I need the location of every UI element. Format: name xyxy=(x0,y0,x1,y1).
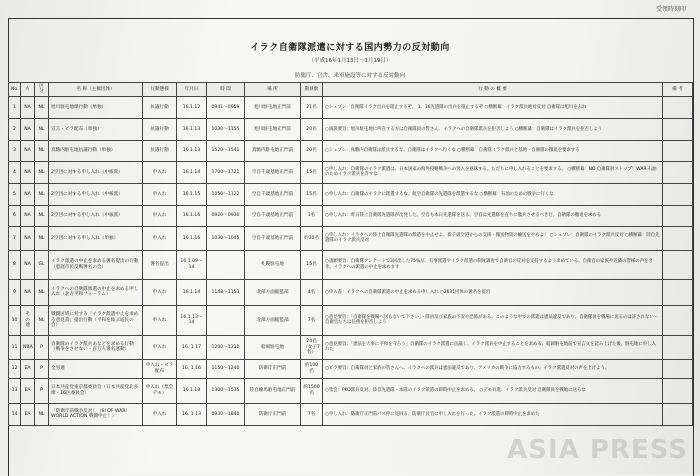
cell-direction: NBA xyxy=(21,335,35,359)
cell-no: 12 xyxy=(9,359,21,378)
cell-direction: EA xyxy=(21,403,35,425)
cell-no: 9 xyxy=(9,279,21,305)
cell-category: NL xyxy=(35,205,49,226)
cell-place: 空自千歳基地正門前 xyxy=(245,205,301,226)
cell-mode: 抗議行動 xyxy=(143,118,177,140)
cell-remarks xyxy=(663,183,693,205)
col-header-time: 時 間 xyxy=(207,83,245,97)
cell-direction: NA xyxy=(21,226,35,250)
cell-remarks xyxy=(663,118,693,140)
cell-date: 16.1.12 xyxy=(177,96,207,118)
cell-count: 15名 xyxy=(301,183,323,205)
cell-date: 16.1.18 xyxy=(177,378,207,403)
cell-date: 16.1.16 xyxy=(177,205,207,226)
table-row xyxy=(9,226,693,250)
cell-category: NL xyxy=(35,183,49,205)
cell-summary: ○集会：PKO派兵反対、陸自先遣隊・本隊のイラク派遣の即時中止を求める。 ○デモ行進：イラク派兵反対 自衛隊員を戦地に送るな xyxy=(323,378,663,403)
cell-summary: ○申し入れ：自衛隊のイラクに派遣するな。航空自衛隊の先遣隊を派遣するな ○横断幕：石油のための戦争に行くな xyxy=(323,183,663,205)
cell-mode: 申入れ xyxy=(143,161,177,183)
table-row xyxy=(9,250,693,279)
cell-name: 全労連 xyxy=(49,359,143,378)
cell-place: 防衛庁正門前 xyxy=(245,359,301,378)
cell-remarks xyxy=(663,335,693,359)
cell-time: 1030～1155 xyxy=(207,118,245,140)
table-row xyxy=(9,305,693,335)
cell-no: 13 xyxy=(9,378,21,403)
cell-no: 11 xyxy=(9,335,21,359)
cell-name: 自衛隊のイラク派兵あなどを求める行動（戦争をさせない・百万人署名運動） xyxy=(49,335,143,359)
table-row xyxy=(9,378,693,403)
cell-direction: NA xyxy=(21,205,35,226)
cell-time: 1150～1240 xyxy=(207,359,245,378)
cell-count: 24名（女子7名） xyxy=(301,335,323,359)
col-header-date: 年月日 xyxy=(177,83,207,97)
cell-name: 2空団に対する申し入れ（中核派） xyxy=(49,161,143,183)
cell-date: 16.1.09～14 xyxy=(177,250,207,279)
cell-direction: NA xyxy=(21,183,35,205)
col-header-remarks: 備 考 xyxy=(663,83,693,97)
cell-name: 2空団に対する申し入れ（中核派） xyxy=(49,205,143,226)
cell-summary: ○ビラ要旨：自衛隊員と家族の皆さんへ。イラクへの派兵は憲法違反であり、アメリカの戦争に協力するもの。イラク派遣反対の声を上げよう。 xyxy=(323,359,663,378)
table-row xyxy=(9,205,693,226)
watermark: ASIA PRESS xyxy=(507,435,688,465)
cell-count: 20名 xyxy=(301,140,323,161)
cell-no: 4 xyxy=(9,161,21,183)
table-row xyxy=(9,118,693,140)
col-header-summary: 行 動 の 概 要 xyxy=(323,83,663,97)
table-row xyxy=(9,279,693,305)
cell-category: NL xyxy=(35,226,49,250)
cell-direction: NA xyxy=(21,140,35,161)
cell-name: 宣言・ビラ配布（単独） xyxy=(49,118,143,140)
cell-category: P xyxy=(35,335,49,359)
cell-name: 2空団に対する申し入れ（中核派） xyxy=(49,183,143,205)
cell-summary: ○請願要旨：自衛隊アンケートで3回出した75%が、有事派遣やイラク派遣の制度調査で自衛官の反対を支持するよう求めている。自衛官の家族や近隣の皆様の声をきき、イラクへの派遣の中止を求めます xyxy=(323,250,663,279)
cell-no: 2 xyxy=(9,118,21,140)
cell-category: NL xyxy=(35,118,49,140)
cell-mode: 抗議行動 xyxy=(143,96,177,118)
cell-summary: ○意見要旨：「憲法を大事に平和を守ろう」自衛隊のイラク派遣に抗議し、イラク派兵を中止することを求める。船岡駐屯地前で宣言文を読み上げた後、駐屯地に申し入れた xyxy=(323,335,663,359)
cell-mode: 申入れ xyxy=(143,205,177,226)
col-header-mode: 行動態様 xyxy=(143,83,177,97)
cell-mode: 申入れ xyxy=(143,183,177,205)
cell-summary: ○申し入れ：イラクへの陸上自衛隊先遣隊の派遣を中止せよ。新千歳空港からの支援・搬送物資の輸送をやめよ！ ○シュプレ：自衛隊のイラク派兵反対 ○横断幕：陸自先遣隊のイラク派兵反対 xyxy=(323,226,663,250)
cell-remarks xyxy=(663,378,693,403)
cell-mode: 申入れ（集会デモ） xyxy=(143,378,177,403)
cell-category: P xyxy=(35,359,49,378)
cell-place: 船岡駐屯地 xyxy=(245,335,301,359)
cell-summary: ○演説要旨：旭川駐屯地に所在する方は自衛隊員の皆さん、イラクへの自衛隊派兵を拒否しよう ○横断幕：自衛隊はイラク派兵を拒否しよう xyxy=(323,118,663,140)
cell-count: 4名 xyxy=(301,279,323,305)
cell-summary: ○シュプレ：真駒内自衛隊は派兵するな。自衛隊はイラクへ行くな ○横断幕：自衛隊イラク派兵と基地・自衛隊の撤退を要求する xyxy=(323,140,663,161)
cell-count: 約20名 xyxy=(301,226,323,250)
col-header-count: 動員数 xyxy=(301,83,323,97)
cell-count: 約100名 xyxy=(301,359,323,378)
cell-place: 陸自練馬駐屯地正門前 xyxy=(245,378,301,403)
section-note: 防衛庁、官舎、米軍施設等に対する反対動向 xyxy=(294,73,405,79)
cell-date: 16.1.14 xyxy=(177,161,207,183)
date-range: （平成16年1月13日～1月19日） xyxy=(308,58,392,64)
cell-remarks xyxy=(663,161,693,183)
cell-time: 1050～1122 xyxy=(207,183,245,205)
cell-place: 札幌駐屯地 xyxy=(245,250,301,279)
cell-category: NL xyxy=(35,140,49,161)
cell-no: 14 xyxy=(9,403,21,425)
cell-category: NL xyxy=(35,161,49,183)
col-header-direction: 方 xyxy=(21,83,35,97)
cell-place: 空自千歳基地正門前 xyxy=(245,183,301,205)
cell-direction: NA xyxy=(21,279,35,305)
cell-date: 16.1.16 xyxy=(177,226,207,250)
cell-mode: 申入れ xyxy=(143,335,177,359)
activity-table xyxy=(8,82,693,426)
cell-remarks xyxy=(663,250,693,279)
cell-summary: ○意見要旨：「自衛隊を戦場へ送らないで下さい」・隊員及び家族の不安や恐怖がある。このような中での派遣は憲法違反であり、自衛隊員を戦場に送るのは許されない・自衛官たちは任務を拒否しよう xyxy=(323,305,663,335)
cell-name: 旭川駐屯地爆行動（単独） xyxy=(49,96,143,118)
cell-name: 戦闘区域に対する「イラク派遣中止を求める意見書」提出行動（平和を結ぶ道民の会） xyxy=(49,305,143,335)
cell-name: イラク派遣の中止を求める署名提出の行動（恵庭市民反戦署名の会） xyxy=(49,250,143,279)
cell-category: NL xyxy=(35,403,49,425)
table-row xyxy=(9,96,693,118)
cell-summary: ○申入書：イラクへの自衛隊派遣の中止を求める申し入れ ○2631団体の署名を提出 xyxy=(323,279,663,305)
cell-count: 15名 xyxy=(301,161,323,183)
cell-name: 真駒内駐屯地抗議行動（単独） xyxy=(49,140,143,161)
cell-summary: ○申し入れ：自衛隊のイラク派遣は、日本国家の海外侵略戦争への突入を意味する。ただちに申し入れることを要求する。 ○横断幕：NO 自衛隊員ストップ！WAR 石油のためイラク派兵を許すな xyxy=(323,161,663,183)
cell-category: NL xyxy=(35,96,49,118)
cell-category: P xyxy=(35,378,49,403)
cell-name: 「防衛庁前戦争反対！（SI OF WAR！WORLD ACTION 戦闘中止！） xyxy=(49,403,143,425)
table-row xyxy=(9,335,693,359)
receipt-stamp: 受領時刻印 xyxy=(655,6,686,13)
cell-time: 1700～1721 xyxy=(207,161,245,183)
cell-category: NL xyxy=(35,279,49,305)
cell-name: 2空団に対する申し入れ（単独） xyxy=(49,226,143,250)
table-row xyxy=(9,183,693,205)
cell-remarks xyxy=(663,403,693,425)
cell-mode: 署名提出 xyxy=(143,250,177,279)
cell-count: 7名 xyxy=(301,305,323,335)
cell-direction: その他 xyxy=(21,305,35,335)
cell-direction: EA xyxy=(21,378,35,403)
cell-place: 真駒内駐屯地正門前 xyxy=(245,140,301,161)
cell-no: 1 xyxy=(9,96,21,118)
cell-date: 16. 1.17 xyxy=(177,335,207,359)
cell-date: 16.1.13 xyxy=(177,140,207,161)
cell-mode: 申入れ・ビラ配布 xyxy=(143,359,177,378)
cell-no: 8 xyxy=(9,250,21,279)
cell-count: 3名 xyxy=(301,205,323,226)
cell-mode: 申入れ xyxy=(143,226,177,250)
cell-time: 0941～0959 xyxy=(207,96,245,118)
cell-remarks xyxy=(663,279,693,305)
cell-date: 16. 1.13 xyxy=(177,403,207,425)
cell-mode: 申入れ xyxy=(143,403,177,425)
cell-count: 20名 xyxy=(301,118,323,140)
cell-direction: NA xyxy=(21,118,35,140)
cell-time: 1200～1210 xyxy=(207,335,245,359)
cell-direction: NA xyxy=(21,96,35,118)
cell-time: 0930～1840 xyxy=(207,403,245,425)
cell-no: 5 xyxy=(9,183,21,205)
cell-place: 北部方面総監部 xyxy=(245,305,301,335)
cell-remarks xyxy=(663,226,693,250)
cell-name: イラクへの自衛隊派遣の中止を求める申し入れ（北方平和フォーラム） xyxy=(49,279,143,305)
col-header-name: 名 称（主催団体） xyxy=(49,83,143,97)
table-row xyxy=(9,140,693,161)
cell-date: 16.1.14 xyxy=(177,279,207,305)
cell-time: 1520～1541 xyxy=(207,140,245,161)
cell-remarks xyxy=(663,359,693,378)
cell-date: 16.1.15 xyxy=(177,183,207,205)
cell-category: NL xyxy=(35,305,49,335)
col-header-no: No. xyxy=(9,83,21,97)
cell-count: 約1500名 xyxy=(301,378,323,403)
cell-time: 0920～0930 xyxy=(207,205,245,226)
cell-time xyxy=(207,305,245,335)
cell-summary: ○申し入れ：昨日陸上自衛隊先遣隊が出発した。空自も本日先遣隊を送る。空自は先遣隊を直ちに撤兵させるべきだ。自衛隊の撤退を求める xyxy=(323,205,663,226)
cell-time: 1300～1535 xyxy=(207,378,245,403)
cell-direction: NA xyxy=(21,250,35,279)
cell-date: 16. 1.16 xyxy=(177,359,207,378)
cell-direction: NA xyxy=(21,161,35,183)
cell-summary: ○申し入れ：防衛庁正門前バス停に見回る、防衛庁長官に申し入れを行った。イラク派遣の即時中止を求めた xyxy=(323,403,663,425)
cell-direction: EA xyxy=(21,359,35,378)
cell-no: 3 xyxy=(9,140,21,161)
cell-no: 7 xyxy=(9,226,21,250)
cell-place: 空自千歳基地正門前 xyxy=(245,226,301,250)
cell-summary: ○シュプレ：自衛隊イラク出兵を阻止するぞ。 1．16先遣隊の出兵を阻止するぞ ○横断幕：イラク派兵絶対反対 自衛隊は旭川を去れ xyxy=(323,96,663,118)
table-row xyxy=(9,359,693,378)
cell-place: 旭川駐屯地正門前 xyxy=(245,118,301,140)
cell-place: 北部方面総監部 xyxy=(245,279,301,305)
col-header-place: 場 所 xyxy=(245,83,301,97)
cell-name: 日本共産党東京都委員会（日本共産党北多摩・16区委員会） xyxy=(49,378,143,403)
cell-mode: 申入れ xyxy=(143,279,177,305)
cell-mode: 抗議行動 xyxy=(143,140,177,161)
table-row xyxy=(9,161,693,183)
cell-date: 16.1.13～14 xyxy=(177,305,207,335)
col-header-category: 区分 xyxy=(35,83,49,97)
cell-no: 10 xyxy=(9,305,21,335)
cell-category: GL xyxy=(35,250,49,279)
cell-time: 1148～1153 xyxy=(207,279,245,305)
cell-time: 1030～1045 xyxy=(207,226,245,250)
cell-date: 16.1.13 xyxy=(177,118,207,140)
cell-place: 空自千歳基地正門前 xyxy=(245,161,301,183)
table-header-row xyxy=(9,83,693,97)
cell-no: 6 xyxy=(9,205,21,226)
cell-mode: 申入れ xyxy=(143,305,177,335)
cell-remarks xyxy=(663,205,693,226)
table-row xyxy=(9,403,693,425)
cell-count: 21名 xyxy=(301,96,323,118)
cell-remarks xyxy=(663,305,693,335)
cell-place: 旭川駐屯地正門前 xyxy=(245,96,301,118)
cell-remarks xyxy=(663,96,693,118)
cell-remarks xyxy=(663,140,693,161)
cell-count: 15名 xyxy=(301,250,323,279)
cell-place: 防衛庁正門前 xyxy=(245,403,301,425)
cell-count: 7名 xyxy=(301,403,323,425)
document-title: イラク自衛隊派遣に対する国内勢力の反対動向 xyxy=(250,43,450,53)
cell-time xyxy=(207,250,245,279)
